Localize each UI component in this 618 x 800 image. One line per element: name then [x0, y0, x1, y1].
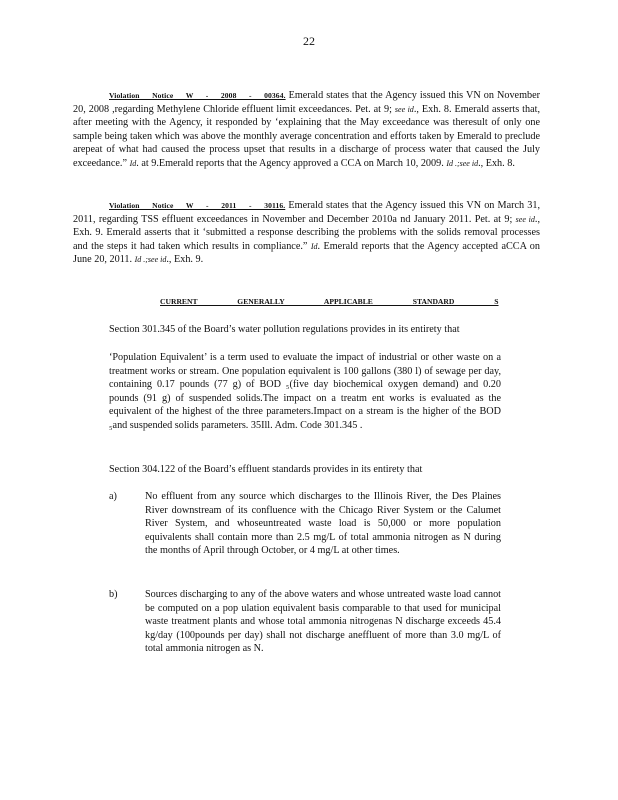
- list-item-text: Sources discharging to any of the above waters and whose untreated waste load cannot be computed on a pop ulation equivalent basis comparable to that used for municipal waste treatment plants and whose total ammonia nitrogenas N discharge exceeds 45.4 kg/day (100pounds per day) shall not discharge aneffluent of more than 3.0 mg/L of total ammonia nitrogen as N.: [145, 589, 501, 655]
- section-304-intro: Section 304.122 of the Board’s effluent standards provides in its entirety that: [109, 464, 423, 475]
- section-301-intro: Section 301.345 of the Board’s water pollution regulations provides in its entirety that: [109, 324, 460, 335]
- list-marker: b): [109, 589, 118, 600]
- violation-notice-paragraph-2011: Violation Notice W - 2011 - 30116. Emerald states that the Agency issued this VN on March 31, 2011, regarding TSS effluent exceedances in November and December 2010a nd January 2011. Pet. at 9; see id., Exh. 9. Emerald asserts that it ‘submitted a response describing the problems with the solids removal processes and the steps it had taken which results in compliance.” Id. Emerald reports that the Agency accepted aCCA on June 20, 2011. Id .;see id., Exh. 9.: [73, 200, 540, 266]
- section-301-quote: ‘Population Equivalent’ is a term used to evaluate the impact of industrial or other waste on a treatment works or stream. One population equivalent is 100 gallons (380 l) of sewage per day, containing 0.17 pounds (77 g) of BOD ₅(five day biochemical oxygen demand) and 0.20 pounds (91 g) of suspended solids.The impact on a treatm ent works is evaluated as the equivalent of the highest of the three parameters.Impact on a stream is the higher of the BOD ₅and suspended solids parameters. 35Ill. Adm. Code 301.345 .: [109, 352, 501, 431]
- list-item-text: No effluent from any source which discharges to the Illinois River, the Des Plaines River downstream of its confluence with the Chicago River System or the Calumet River System, and whoseuntreated waste load is 50,000 or more population equivalents shall contain more than 2.5 mg/L of total ammonia nitrogen as N during the months of April through October, or 4 mg/L at other times.: [145, 491, 501, 557]
- section-heading: CURRENT GENERALLY APPLICABLE STANDARD S: [160, 297, 499, 306]
- list-marker: a): [109, 491, 117, 502]
- violation-notice-heading: Violation Notice W - 2011 - 30116.: [109, 201, 286, 210]
- violation-notice-paragraph-2008: Violation Notice W - 2008 - 00364. Emerald states that the Agency issued this VN on November 20, 2008 ,regarding Methylene Chloride effluent limit exceedances. Pet. at 9; see id., Exh. 8. Emerald asserts that, after meeting with the Agency, it responded by ‘explaining that the May exceedance was theresult of only one sample being taken which was above the monthly average concentration and efforts taken by Emerald to preclude arepeat of what had caused the process upset that results in a discharge of process water that caused the July exceedance.” Id. at 9.Emerald reports that the Agency approved a CCA on March 10, 2009. Id .;see id., Exh. 8.: [73, 90, 541, 169]
- violation-notice-heading: Violation Notice W - 2008 - 00364.: [109, 91, 286, 100]
- page-number: 22: [303, 34, 315, 48]
